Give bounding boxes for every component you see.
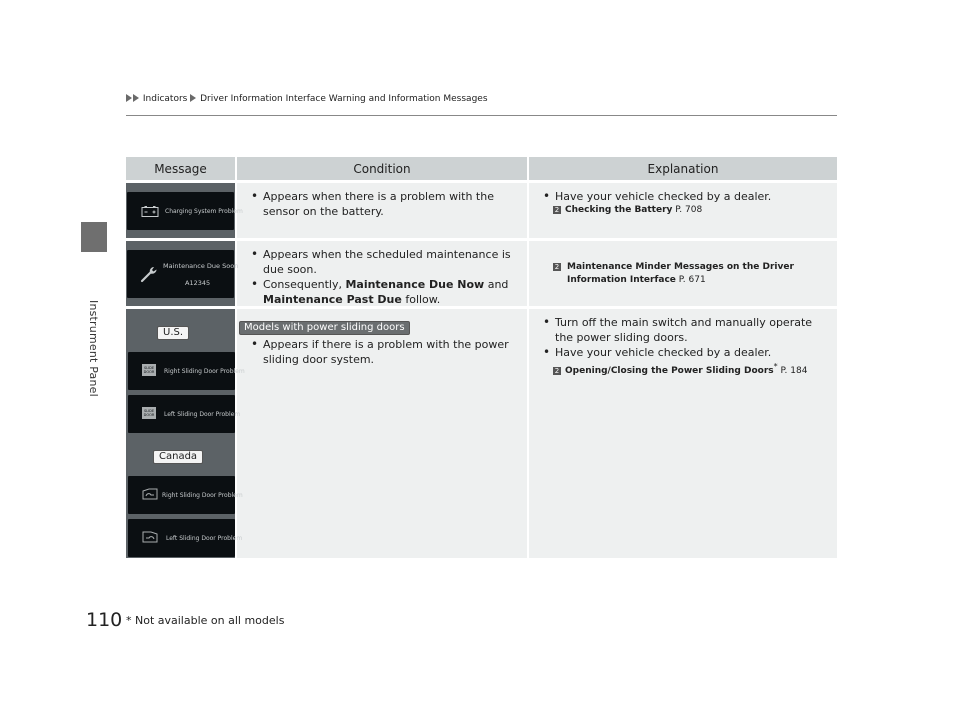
- door-hand-icon: [141, 530, 159, 544]
- condition-bold-text: Maintenance Due Now: [345, 278, 485, 291]
- table-header: [126, 157, 837, 180]
- page-reference[interactable]: [553, 204, 837, 217]
- condition-bullet: • Appears when there is a problem with the sensor on the battery.: [251, 189, 521, 219]
- reference-title: Maintenance Minder Messages on the Driver Information Interface: [567, 262, 794, 285]
- explanation-cell: [529, 241, 837, 306]
- breadcrumb-item[interactable]: Indicators: [142, 94, 188, 104]
- display-screen: [127, 192, 243, 230]
- screen-message-text: Maintenance Due Soon: [163, 261, 239, 270]
- explanation-cell: [529, 309, 837, 558]
- condition-bold-text: Maintenance Past Due: [263, 293, 402, 306]
- screen-message-text: Left Sliding Door Problem: [166, 535, 243, 542]
- screen-code-text: A12345: [185, 278, 211, 287]
- model-tag: [237, 309, 527, 335]
- condition-bullet: • Appears if there is a problem with the power sliding door system.: [251, 337, 521, 367]
- screen-message-text: Left Sliding Door Problem: [164, 411, 241, 418]
- column-header-explanation: Explanation: [647, 161, 719, 176]
- section-label: Instrument Panel: [87, 300, 100, 397]
- table-row: [126, 306, 837, 558]
- page-reference[interactable]: [553, 360, 837, 378]
- region-label-us: [157, 320, 189, 340]
- slide-door-icon: SLIDE DOOR: [143, 366, 155, 374]
- reference-title: Checking the Battery: [565, 205, 673, 215]
- condition-cell: [237, 309, 529, 558]
- section-tab: [81, 222, 107, 252]
- screen-message-text: Charging System Problem: [165, 207, 243, 215]
- region-label-canada: [153, 444, 203, 464]
- condition-bullet: [251, 277, 521, 307]
- condition-text: Consequently,: [263, 278, 346, 291]
- display-screen: [128, 395, 241, 433]
- wrench-icon: [139, 264, 159, 284]
- condition-cell: [237, 241, 529, 306]
- message-cell: [126, 241, 237, 306]
- model-tag-text: Models with power sliding doors: [239, 321, 410, 335]
- screen-message-text: Right Sliding Door Problem: [162, 492, 243, 499]
- page-reference[interactable]: [553, 261, 837, 287]
- condition-text: follow.: [401, 293, 441, 306]
- reference-page: P. 708: [675, 205, 703, 215]
- reference-arrow-icon: 2: [554, 263, 560, 271]
- reference-arrow-icon: 2: [554, 367, 560, 375]
- display-screen: [128, 352, 245, 390]
- message-cell: [126, 309, 245, 558]
- display-screen: [128, 519, 243, 557]
- reference-page: P. 671: [678, 275, 706, 285]
- header-rule: [126, 115, 837, 116]
- explanation-cell: [529, 183, 837, 238]
- footnote: * Not available on all models: [126, 614, 285, 627]
- breadcrumb-item[interactable]: Driver Information Interface Warning and Information Messages: [200, 94, 488, 104]
- column-header-condition: Condition: [237, 157, 529, 180]
- table-row: [126, 238, 837, 306]
- breadcrumb-arrow-icon: [126, 94, 132, 102]
- door-hand-icon: [141, 487, 159, 501]
- reference-footnote-mark: *: [773, 362, 778, 371]
- condition-text: and: [484, 278, 509, 291]
- breadcrumb: [126, 94, 488, 104]
- region-label-text: Canada: [153, 450, 203, 464]
- explanation-bullet: • Turn off the main switch and manually operate the power sliding doors.: [543, 315, 831, 345]
- reference-title: Opening/Closing the Power Sliding Doors: [565, 366, 774, 376]
- screen-message-text: Right Sliding Door Problem: [164, 368, 245, 375]
- reference-page: P. 184: [780, 366, 808, 376]
- reference-arrow-icon: 2: [554, 206, 560, 214]
- explanation-bullet: • Have your vehicle checked by a dealer.: [543, 189, 831, 204]
- page-number: 110: [86, 609, 123, 631]
- condition-bullet: • Appears when the scheduled maintenance is due soon.: [251, 247, 521, 277]
- table-row: [126, 180, 837, 238]
- message-cell: [126, 183, 243, 238]
- column-header-message: Message: [126, 157, 237, 180]
- condition-cell: [237, 183, 529, 238]
- slide-door-icon: SLIDE DOOR: [143, 409, 155, 417]
- messages-table: [126, 157, 837, 558]
- display-screen: [128, 476, 243, 514]
- battery-icon: [141, 205, 159, 217]
- breadcrumb-arrow-icon: [190, 94, 196, 102]
- breadcrumb-arrow-icon: [133, 94, 139, 102]
- display-screen: [127, 250, 239, 298]
- region-label-text: U.S.: [157, 326, 189, 340]
- explanation-bullet: • Have your vehicle checked by a dealer.: [543, 345, 831, 360]
